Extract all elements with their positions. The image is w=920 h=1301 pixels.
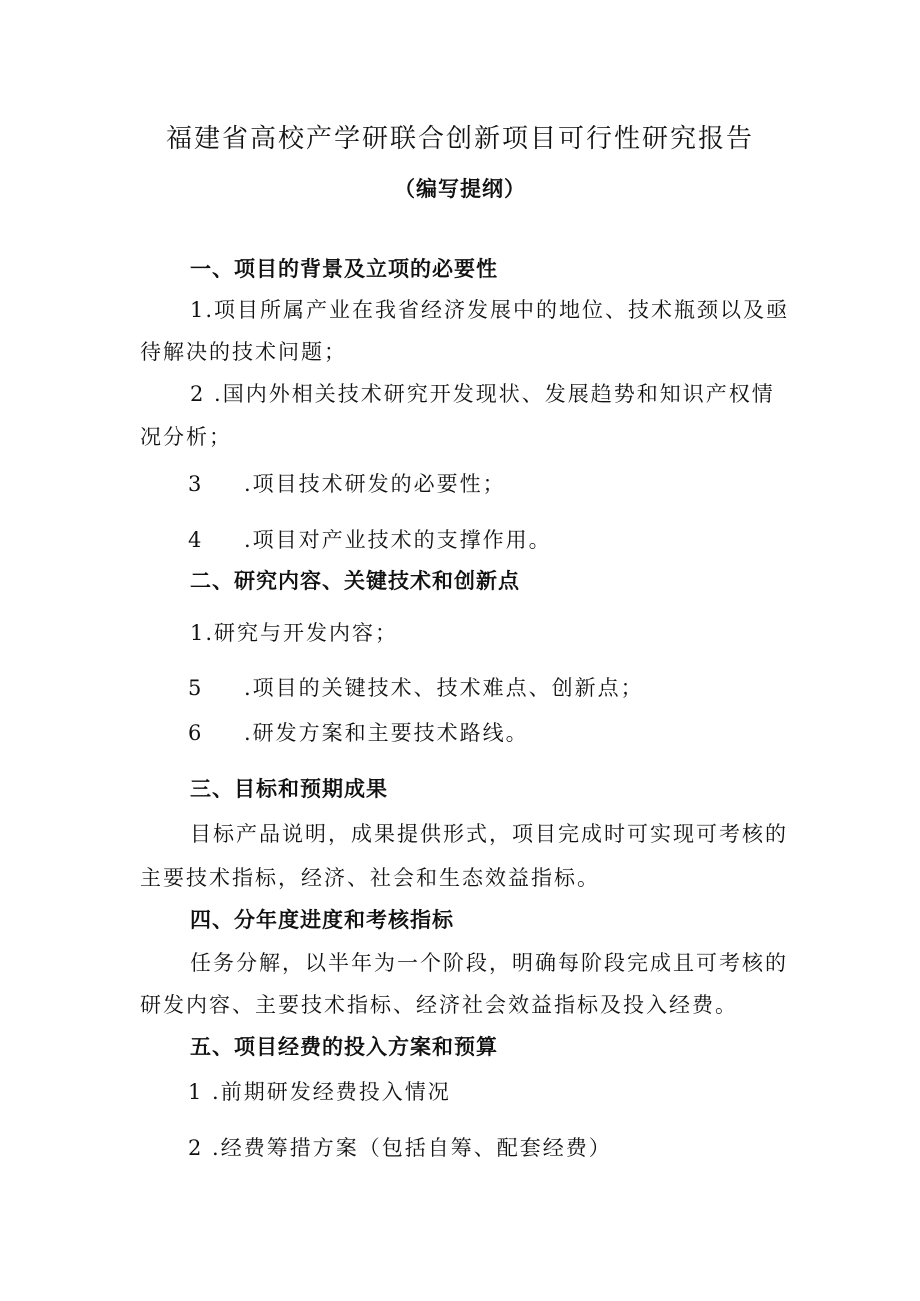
paragraph-line: 1.研究与开发内容； <box>190 621 399 645</box>
paragraph-line: 任务分解，以半年为一个阶段，明确每阶段完成且可考核的 <box>190 951 788 975</box>
list-item-text: .项目技术研发的必要性； <box>244 472 506 496</box>
section-heading-4: 四、分年度进度和考核指标 <box>190 908 454 932</box>
document-subtitle: （编写提纲） <box>394 177 526 201</box>
paragraph-line: 待解决的技术问题； <box>140 340 347 364</box>
list-item <box>188 719 529 747</box>
list-item <box>188 674 644 702</box>
list-number: 3 <box>188 472 204 496</box>
paragraph-line: 目标产品说明，成果提供形式，项目完成时可实现可考核的 <box>190 822 788 846</box>
list-item-text: .项目对产业技术的支撑作用。 <box>244 528 552 552</box>
paragraph-line: 2 .国内外相关技术研究开发现状、发展趋势和知识产权情 <box>190 382 775 406</box>
list-number: 5 <box>188 676 204 700</box>
section-heading-3: 三、目标和预期成果 <box>190 777 388 801</box>
list-number: 6 <box>188 721 204 745</box>
list-item-text: .项目的关键技术、技术难点、创新点； <box>244 676 644 700</box>
list-item <box>188 526 552 554</box>
list-item-text: .研发方案和主要技术路线。 <box>244 721 529 745</box>
document-title: 福建省高校产学研联合创新项目可行性研究报告 <box>165 124 754 154</box>
paragraph-line: 主要技术指标，经济、社会和生态效益指标。 <box>140 866 600 890</box>
section-heading-1: 一、项目的背景及立项的必要性 <box>190 257 498 281</box>
paragraph-line: 1 .前期研发经费投入情况 <box>188 1080 451 1104</box>
paragraph-line: 2 .经费筹措方案（包括自筹、配套经费） <box>188 1136 612 1160</box>
section-heading-2: 二、研究内容、关键技术和创新点 <box>190 569 520 593</box>
list-number: 4 <box>188 528 204 552</box>
paragraph-line: 况分析； <box>140 425 232 449</box>
section-heading-5: 五、项目经费的投入方案和预算 <box>190 1035 498 1059</box>
list-item <box>188 470 506 498</box>
paragraph-line: 研发内容、主要技术指标、经济社会效益指标及投入经费。 <box>140 993 738 1017</box>
paragraph-line: 1.项目所属产业在我省经济发展中的地位、技术瓶颈以及亟 <box>190 298 790 322</box>
